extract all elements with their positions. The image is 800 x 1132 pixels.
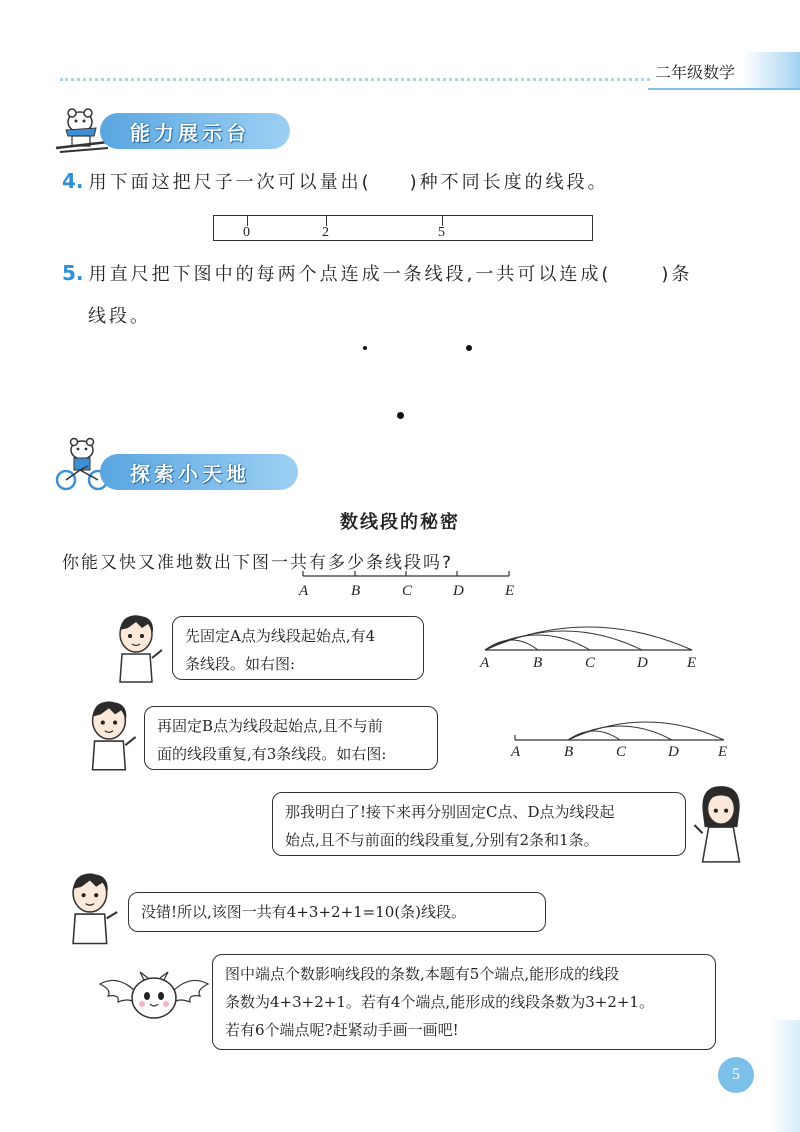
- bubble-line: 图中端点个数影响线段的条数,本题有5个端点,能形成的线段: [225, 965, 620, 983]
- speech-bubble-3: [272, 792, 686, 856]
- point-label: B: [351, 583, 361, 599]
- bubble-line: 若有6个端点呢?赶紧动手画一画吧!: [225, 1021, 459, 1039]
- boy-avatar-icon: [60, 870, 124, 954]
- boy-avatar-icon: [108, 612, 168, 692]
- point-label: C: [402, 583, 413, 599]
- point-label: C: [585, 655, 596, 671]
- bubble-line: 那我明白了!接下来再分别固定C点、D点为线段起: [285, 803, 615, 821]
- point-label: C: [616, 744, 627, 760]
- speech-bubble-5: [212, 954, 716, 1050]
- header-grade: 二年级数学: [655, 63, 736, 82]
- point-label: D: [637, 655, 648, 671]
- question-text-before: 用直尺把下图中的每两个点连成一条线段,一共可以连成(: [88, 264, 612, 285]
- point-label: E: [687, 655, 697, 671]
- point-label: E: [718, 744, 728, 760]
- explore-question: 你能又快又准地数出下图一共有多少条线段吗?: [62, 553, 454, 573]
- section-banner-ability: [100, 113, 290, 149]
- ruler-label: 0: [243, 225, 250, 240]
- winged-mascot-icon: [98, 962, 210, 1032]
- question-text-after: )条: [661, 264, 693, 285]
- point-label: E: [505, 583, 515, 599]
- header-dotted-line: [60, 78, 650, 81]
- point-label: A: [511, 744, 521, 760]
- section-title: 探索小天地: [130, 461, 250, 486]
- point: [397, 412, 404, 419]
- point-label: D: [668, 744, 679, 760]
- page-corner-decoration: [770, 1020, 800, 1132]
- segment-line: [295, 570, 525, 582]
- ruler-label: 5: [438, 225, 445, 240]
- section-title: 能力展示台: [130, 120, 250, 145]
- bubble-line: 面的线段重复,有3条线段。如右图:: [157, 745, 387, 763]
- segments-from-b-diagram: [510, 708, 730, 748]
- page-number: 5: [718, 1057, 754, 1093]
- explore-title: 数线段的秘密: [340, 512, 460, 533]
- bubble-line: 条数为4+3+2+1。若有4个端点,能形成的线段条数为3+2+1。: [225, 993, 654, 1011]
- speech-bubble-4: [128, 892, 546, 932]
- point-label: B: [564, 744, 574, 760]
- boy-avatar-icon: [80, 698, 142, 780]
- question-number: 5.: [62, 261, 84, 285]
- point: [363, 346, 367, 350]
- bubble-line: 没错!所以,该图一共有4+3+2+1=10(条)线段。: [141, 903, 467, 921]
- point-label: B: [533, 655, 543, 671]
- segments-from-a-diagram: [480, 610, 700, 660]
- question-text-after: )种不同长度的线段。: [409, 172, 609, 193]
- girl-avatar-icon: [690, 782, 752, 866]
- ruler-label: 2: [322, 225, 329, 240]
- question-text-line2: 线段。: [88, 306, 151, 327]
- point-label: A: [299, 583, 309, 599]
- question-text-before: 用下面这把尺子一次可以量出(: [88, 172, 372, 193]
- speech-bubble-1: [172, 616, 424, 680]
- point-label: D: [453, 583, 464, 599]
- header-underline: [648, 88, 800, 90]
- section-banner-explore: [100, 454, 298, 490]
- speech-bubble-2: [144, 706, 438, 770]
- ruler: [213, 215, 593, 241]
- bubble-line: 条线段。如右图:: [185, 655, 296, 673]
- question-number: 4.: [62, 169, 84, 193]
- point-label: A: [480, 655, 490, 671]
- point: [466, 345, 472, 351]
- question-4: [62, 166, 609, 200]
- bubble-line: 始点,且不与前面的线段重复,分别有2条和1条。: [285, 831, 599, 849]
- bubble-line: 先固定A点为线段起始点,有4: [185, 627, 376, 645]
- bubble-line: 再固定B点为线段起始点,且不与前: [157, 717, 383, 735]
- question-5: [62, 258, 692, 292]
